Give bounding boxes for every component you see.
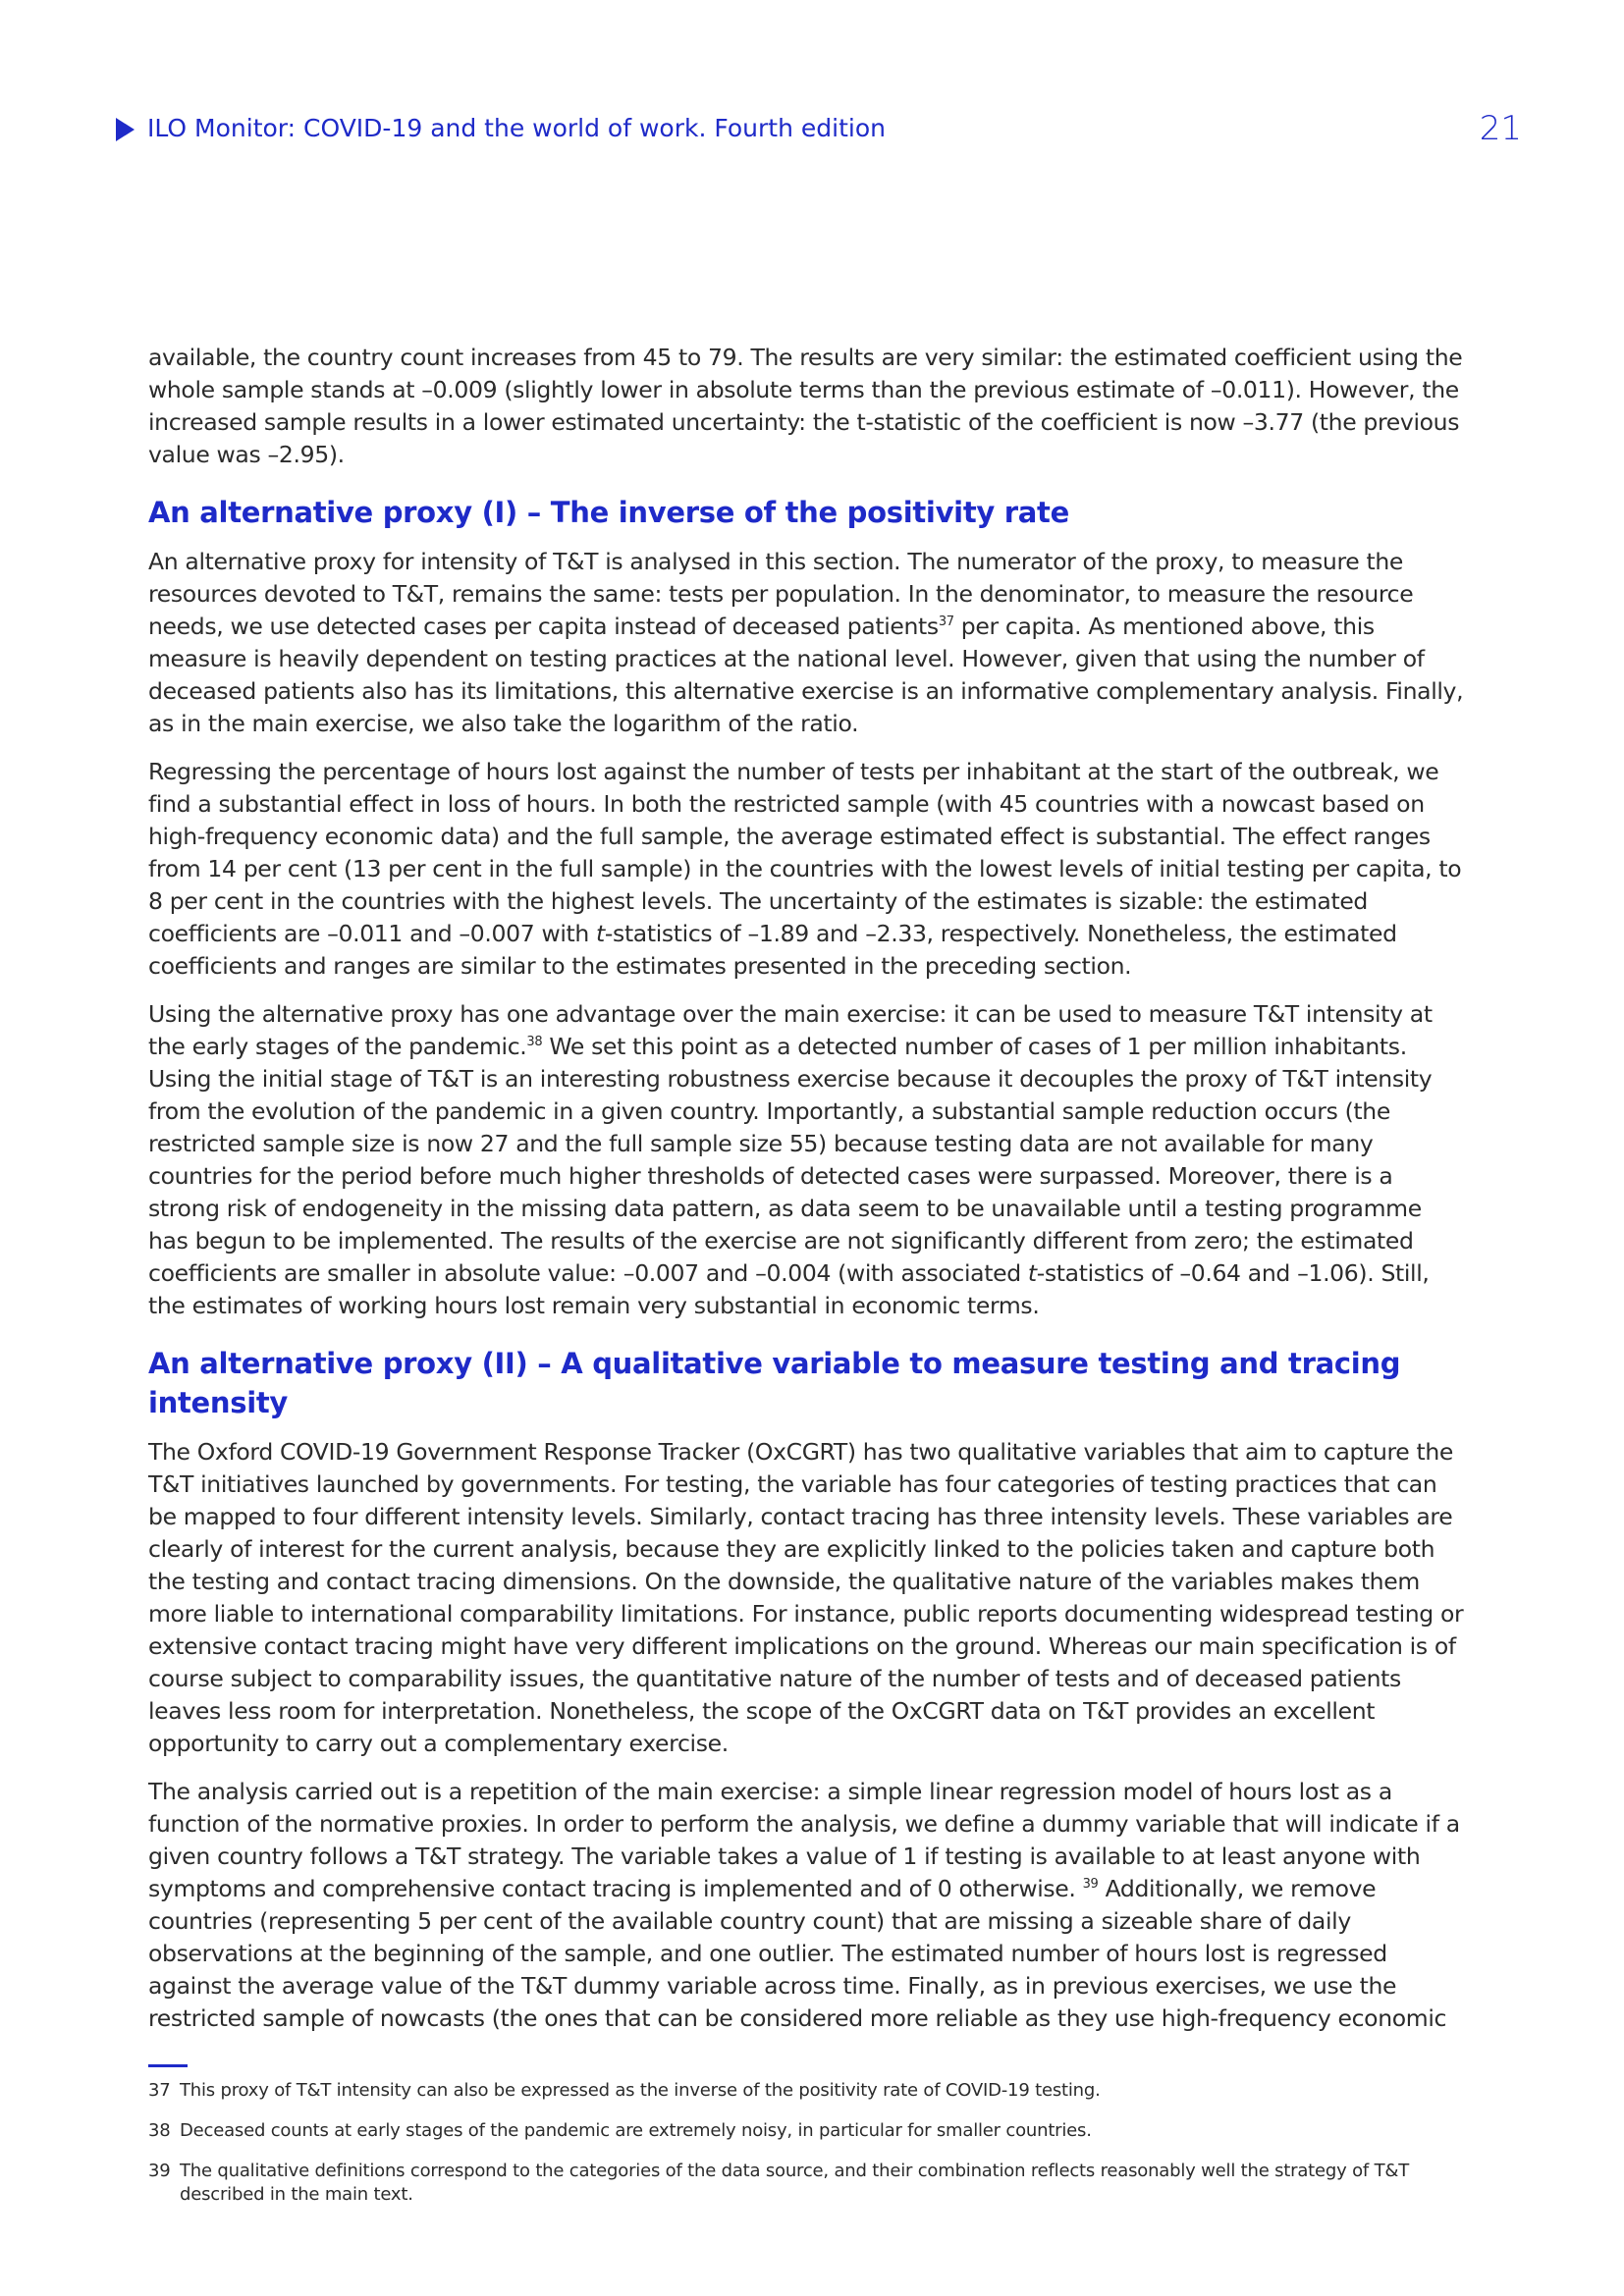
footnote-divider <box>148 2064 188 2067</box>
triangle-bullet-icon <box>116 118 135 141</box>
page-number: 21 <box>1479 109 1522 148</box>
footnote-number: 38 <box>148 2120 171 2141</box>
paragraph: The Oxford COVID-19 Government Response Tracker (OxCGRT) has two qualitative variables that aim to capture the T&T initiatives launched by governments. For testing, the variable has four categories of testing practices that can be mapped to four different intensity levels. Similarly, contact tracing has three intensity levels. These variables are clearly of interest for the current analysis, because they are explicitly linked to the policies taken and capture both the testing and contact tracing dimensions. On the downside, the qualitative nature of the variables makes them more liable to international comparability limitations. For instance, public reports documenting widespread testing or extensive contact tracing might have very different implications on the ground. Whereas our main specification is of course subject to comparability issues, the quantitative nature of the number of tests and of deceased patients leaves less room for interpretation. Nonetheless, the scope of the OxCGRT data on T&T provides an excellent opportunity to carry out a complementary exercise. <box>148 1438 1464 1757</box>
footnote-ref-37[interactable]: 37 <box>938 614 954 630</box>
footnote-text: Deceased counts at early stages of the pandemic are extremely noisy, in particular for smaller countries. <box>180 2120 1092 2141</box>
paragraph-continued <box>148 342 1464 471</box>
p1-text: available, the country count increases from 45 to 79. The results are very similar: the estimated coefficient using the whole sample stands at –0.009 (slightly lower in absolute terms than the previous estimate of –0.011). However, the increased sample results in a lower estimated uncertainty: the t-statistic of the coefficient is now –3.77 (the previous value was –2.95). <box>148 344 1463 468</box>
paragraph: The analysis carried out is a repetition of the main exercise: a simple linear regression model of hours lost as a function of the normative proxies. In order to perform the analysis, we define a dummy variable that will indicate if a given country follows a T&T strategy. The variable takes a value of 1 if testing is available to at least anyone with symptoms and comprehensive contact tracing is implemented and of 0 otherwise. $^{39}$ Additionally, we remove countries (representing 5 per cent of the available country count) that are missing a sizeable share of daily observations at the beginning of the sample, and one outlier. The estimated number of hours lost is regressed against the average value of the T&T dummy variable across time. Finally, as in previous exercises, we use the restricted sample of nowcasts (the ones that can be considered more reliable as they use high-frequency economic <box>148 1778 1460 2032</box>
paragraph: An alternative proxy for intensity of T&T is analysed in this section. The numerator of the proxy, to measure the resources devoted to T&T, remains the same: tests per population. In the denominator, to measure the resource needs, we use detected cases per capita instead of deceased patients$^{37}$ per capita. As mentioned above, this measure is heavily dependent on testing practices at the national level. However, given that using the number of deceased patients also has its limitations, this alternative exercise is an informative complementary analysis. Finally, as in the main exercise, we also take the logarithm of the ratio. <box>148 548 1464 737</box>
footnote-38 <box>148 2119 1464 2143</box>
paragraph: Using the alternative proxy has one advantage over the main exercise: it can be used to measure T&T intensity at the early stages of the pandemic.$^{38}$ We set this point as a detected number of cases of 1 per million inhabitants. Using the initial stage of T&T is an interesting robustness exercise because it decouples the proxy of T&T intensity from the evolution of the pandemic in a given country. Importantly, a substantial sample reduction occurs (the restricted sample size is now 27 and the full sample size 55) because testing data are not available for many countries for the period before much higher thresholds of detected cases were surpassed. Moreover, there is a strong risk of endogeneity in the missing data pattern, as data seem to be unavailable until a testing programme has begun to be implemented. The results of the exercise are not significantly different from zero; the estimated coefficients are smaller in absolute value: –0.007 and –0.004 (with associated t-statistics of –0.64 and –1.06). Still, the estimates of working hours lost remain very substantial in economic terms. <box>148 1000 1433 1319</box>
running-header <box>116 110 1522 149</box>
footnote-number: 39 <box>148 2161 171 2181</box>
paragraph: Regressing the percentage of hours lost against the number of tests per inhabitant at the start of the outbreak, we find a substantial effect in loss of hours. In both the restricted sample (with 45 countries with a nowcast based on high-frequency economic data) and the full sample, the average estimated effect is substantial. The effect ranges from 14 per cent (13 per cent in the full sample) in the countries with the lowest levels of initial testing per capita, to 8 per cent in the countries with the highest levels. The uncertainty of the estimates is sizable: the estimated coefficients are –0.011 and –0.007 with t-statistics of –1.89 and –2.33, respectively. Nonetheless, the estimated coefficients and ranges are similar to the estimates presented in the preceding section. <box>148 758 1462 980</box>
footnote-ref-39[interactable]: 39 <box>1082 1877 1099 1893</box>
section-heading-proxy-2: An alternative proxy (II) – A qualitative variable to measure testing and tracing intensity <box>148 1347 1401 1419</box>
footnote-37 <box>148 2079 1464 2103</box>
footnote-text: The qualitative definitions correspond to the categories of the data source, and their combination reflects reasonably well the strategy of T&T described in the main text. <box>180 2161 1409 2205</box>
footnote-number: 37 <box>148 2080 171 2101</box>
footnote-text: This proxy of T&T intensity can also be expressed as the inverse of the positivity rate of COVID-19 testing. <box>180 2080 1101 2101</box>
footnotes <box>148 2079 1464 2223</box>
footnote-39 <box>148 2160 1464 2207</box>
section-heading-proxy-1: An alternative proxy (I) – The inverse of the positivity rate <box>148 496 1069 529</box>
footnote-ref-38[interactable]: 38 <box>526 1035 543 1050</box>
publication-title: ILO Monitor: COVID-19 and the world of work. Fourth edition <box>147 114 886 142</box>
main-text <box>148 342 1464 2051</box>
